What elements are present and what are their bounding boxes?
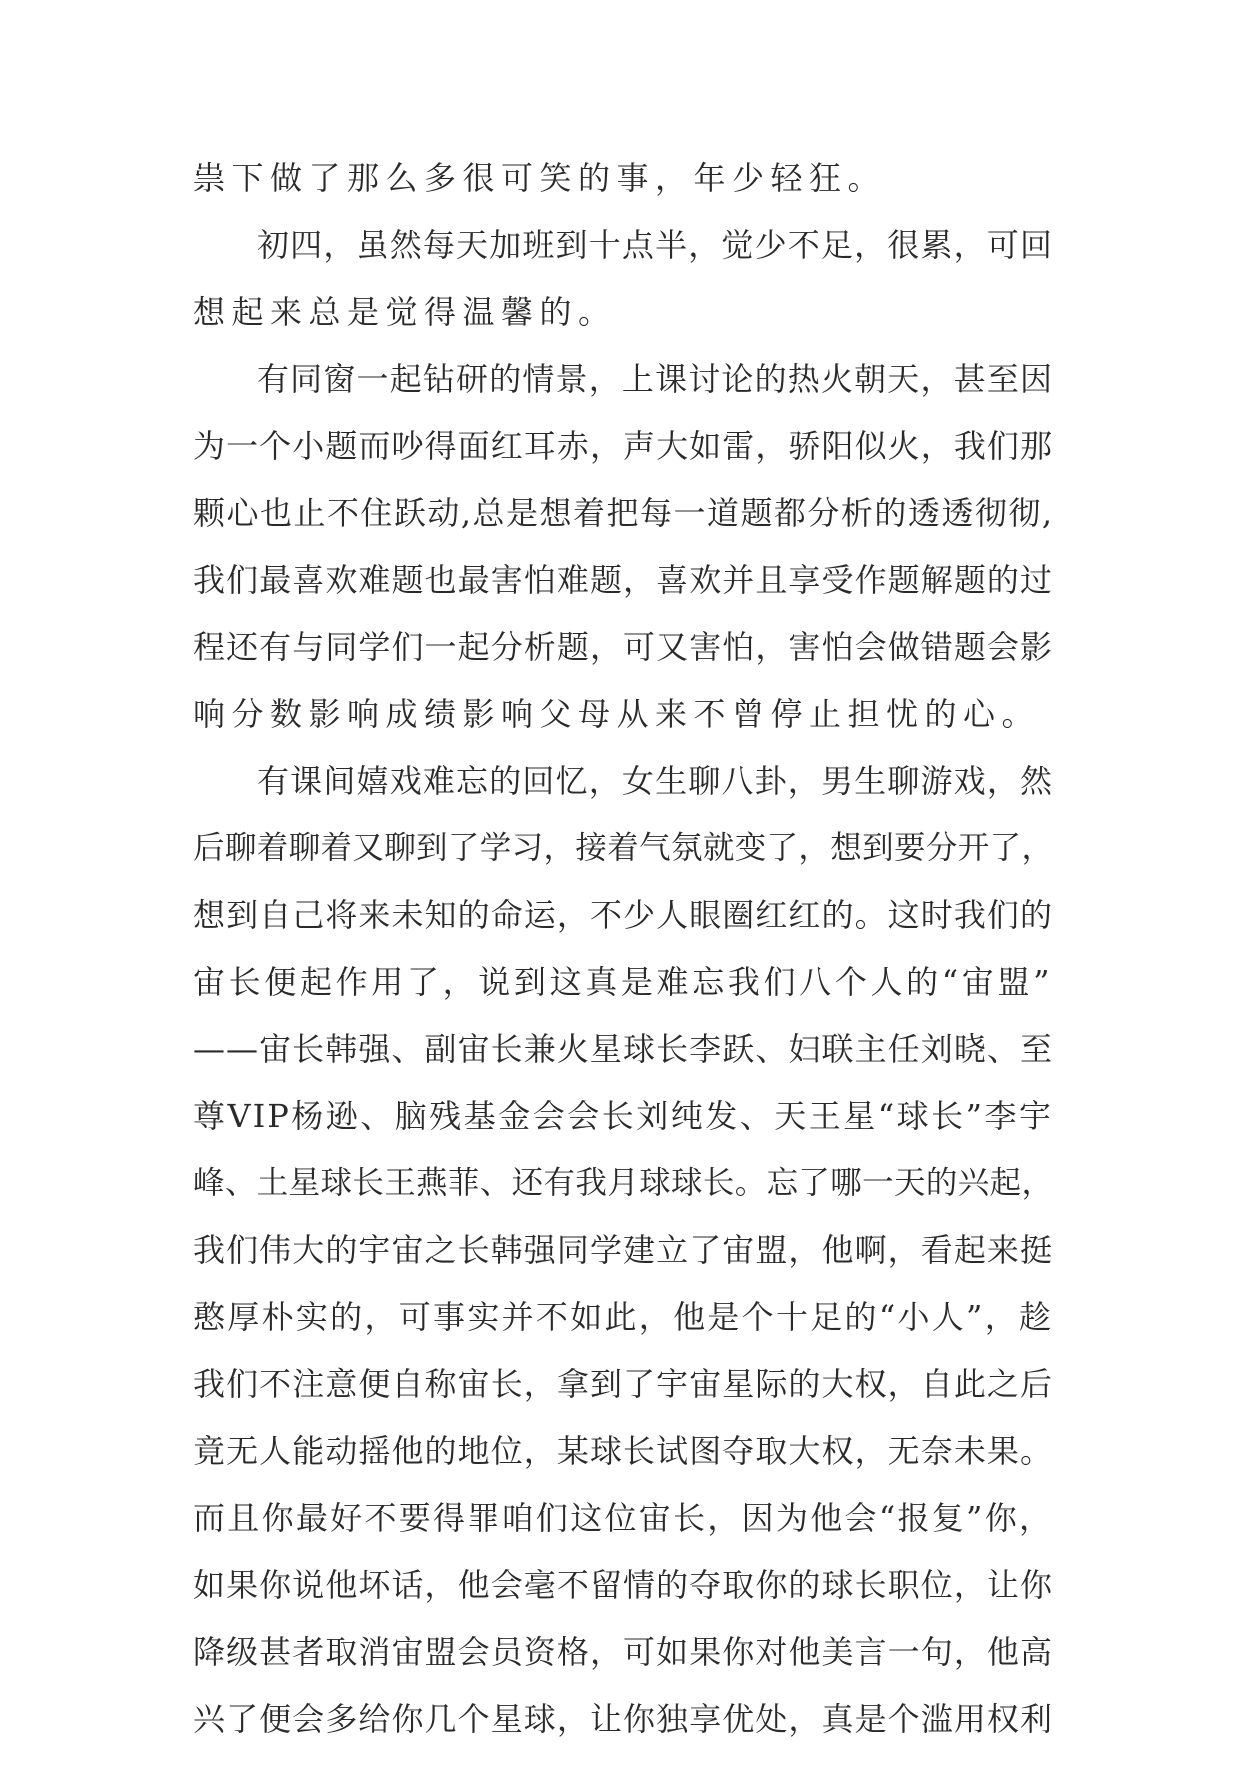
text-line: 降级甚者取消宙盟会员资格，可如果你对他美言一句，他高 [193, 1633, 1053, 1671]
text-line: 为一个小题而吵得面红耳赤，声大如雷，骄阳似火，我们那 [193, 427, 1053, 465]
text-line: 我们伟大的宇宙之长韩强同学建立了宙盟，他啊，看起来挺 [193, 1231, 1053, 1269]
text-line: 想起来总是觉得温馨的。 [193, 293, 617, 331]
text-line: ——宙长韩强、副宙长兼火星球长李跃、妇联主任刘晓、至 [193, 1030, 1053, 1068]
text-line: 程还有与同学们一起分析题，可又害怕，害怕会做错题会影 [193, 628, 1053, 666]
text-line: 祟下做了那么多很可笑的事，年少轻狂。 [193, 159, 887, 197]
paragraph-start-line: 有课间嬉戏难忘的回忆，女生聊八卦，男生聊游戏，然 [257, 762, 1053, 800]
text-line: 如果你说他坏话，他会毫不留情的夺取你的球长职位，让你 [193, 1566, 1053, 1604]
paragraph-start-line: 有同窗一起钻研的情景，上课讨论的热火朝天，甚至因 [257, 360, 1053, 398]
text-line: 响分数影响成绩影响父母从来不曾停止担忧的心。 [193, 695, 1041, 733]
text-line: 而且你最好不要得罪咱们这位宙长，因为他会“报复”你， [193, 1499, 1053, 1537]
text-line: 憨厚朴实的，可事实并不如此，他是个十足的“小人”，趁 [193, 1298, 1053, 1336]
text-line: 后聊着聊着又聊到了学习，接着气氛就变了，想到要分开了， [193, 830, 1053, 866]
text-line: 兴了便会多给你几个星球，让你独享优处，真是个滥用权利 [193, 1700, 1053, 1738]
text-line: 颗心也止不住跃动,总是想着把每一道题都分析的透透彻彻, [193, 494, 1053, 532]
paragraph-start-line: 初四，虽然每天加班到十点半，觉少不足，很累，可回 [257, 226, 1053, 264]
text-line: 想到自己将来未知的命运，不少人眼圈红红的。这时我们的 [193, 896, 1053, 934]
body-text [193, 158, 1053, 1766]
text-line: 竟无人能动摇他的地位，某球长试图夺取大权，无奈未果。 [193, 1432, 1053, 1470]
text-line: 尊VIP杨逊、脑残基金会会长刘纯发、天王星“球长”李宇 [193, 1097, 1053, 1135]
text-line: 我们最喜欢难题也最害怕难题，喜欢并且享受作题解题的过 [193, 561, 1053, 599]
text-line: 峰、土星球长王燕菲、还有我月球球长。忘了哪一天的兴起， [193, 1165, 1053, 1201]
text-line: 宙长便起作用了，说到这真是难忘我们八个人的“宙盟” [193, 963, 1053, 1001]
text-line: 我们不注意便自称宙长，拿到了宇宙星际的大权，自此之后 [193, 1365, 1053, 1403]
